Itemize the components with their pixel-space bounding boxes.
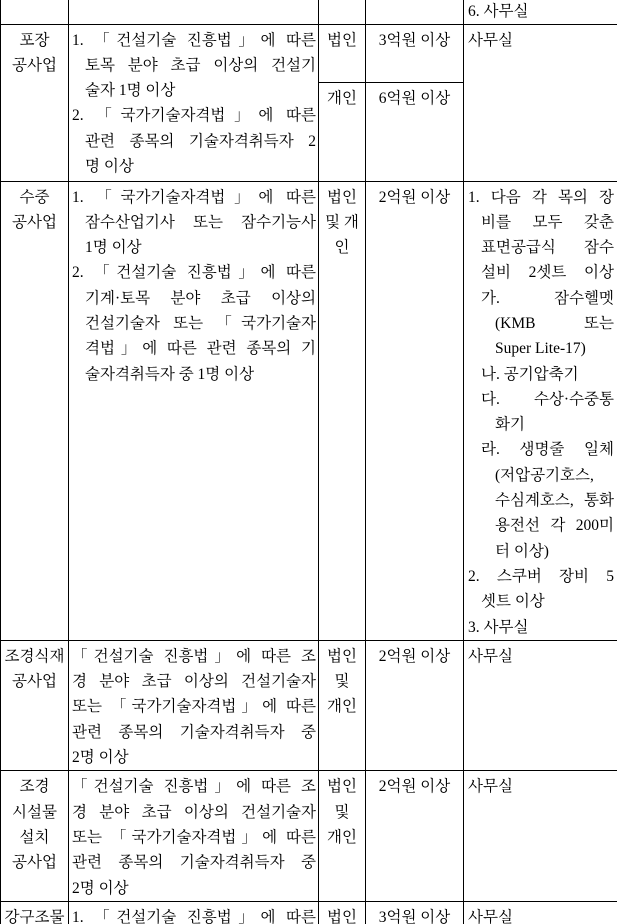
text-line: 사무실	[468, 778, 513, 796]
text-line: 셋트 이상	[481, 593, 545, 611]
text-line: 법인	[327, 908, 357, 924]
text-line: 설비 2셋트 이상	[481, 264, 614, 282]
text-line: 경 분야 초급 이상의 건설기술자	[72, 803, 316, 821]
text-line: 또는 「국가기술자격법」에 따른	[72, 828, 316, 846]
text-line: 비를 모두 갖춘	[481, 213, 614, 231]
text-line: 3. 사무실	[468, 618, 529, 636]
facility-cell	[464, 181, 617, 640]
capital-cell	[366, 181, 464, 640]
text-line: 인	[334, 239, 350, 257]
entity-type-cell	[319, 24, 366, 82]
text-line: 2. 「건설기술 진흥법」에 따른	[72, 264, 316, 282]
row-sujung	[1, 181, 617, 640]
capital-value: 2억원 이상	[378, 647, 451, 665]
text-line: 수중	[19, 188, 50, 206]
text-line: 개인	[327, 828, 357, 846]
text-line: 화기	[495, 416, 525, 434]
capital-value: 6억원 이상	[378, 89, 451, 107]
facility-cell	[464, 0, 617, 24]
capital-cell	[366, 640, 464, 770]
text-line: 2. 「국가기술자격법」에 따른	[72, 107, 316, 125]
facility-cell	[464, 24, 617, 181]
text-line: 수심계호스, 통화	[495, 492, 614, 510]
text-line: 공사업	[12, 56, 57, 74]
capital-cell	[366, 901, 464, 924]
text-line: Super Lite-17)	[495, 340, 586, 358]
text-line: 기계·토목 분야 초급 이상의	[85, 289, 316, 307]
text-line: 다. 수상·수중통	[481, 390, 614, 408]
facility-cell	[464, 640, 617, 770]
entity-label: 개인	[327, 89, 357, 107]
entity-label: 법인	[327, 31, 357, 49]
text-line: 나. 공기압축기	[481, 365, 579, 383]
text-line: 명 이상	[85, 157, 134, 175]
text-line: 2명 이상	[72, 879, 129, 897]
text-line: (KMB 또는	[495, 314, 614, 332]
business-type-cell	[1, 771, 69, 901]
capital-cell	[366, 82, 464, 181]
text-line: 조경식재	[4, 647, 65, 665]
entity-type-cell	[319, 901, 366, 924]
text-line: 터 이상)	[495, 542, 549, 560]
text-line: 술자격취득자 중 1명 이상	[85, 365, 255, 383]
text-line: 관련 종목의 기술자격취득자 중	[72, 854, 316, 872]
text-line: 1. 다음 각 목의 장	[468, 188, 614, 206]
tech-requirements-cell	[69, 640, 319, 770]
text-line: 가. 잠수헬멧	[481, 289, 614, 307]
text-line: 공사업	[12, 213, 57, 231]
entity-type-cell	[319, 640, 366, 770]
text-line: 표면공급식 잠수	[481, 239, 614, 257]
text-line: 및 개	[325, 213, 359, 231]
text-line: 법인	[327, 647, 357, 665]
text-line: 경 분야 초급 이상의 건설기술자	[72, 673, 316, 691]
capital-cell	[366, 771, 464, 901]
text-line: 1. 「건설기술 진흥법」에 따른	[72, 908, 316, 924]
row-ganggujomul	[1, 901, 617, 924]
text-line: 잠수산업기사 또는 잠수기능사	[85, 213, 316, 231]
text-line: 및	[334, 803, 350, 821]
text-line: 법인	[327, 188, 357, 206]
text-line: 법인	[327, 778, 357, 796]
text-line: 및	[334, 673, 350, 691]
text-line: 사무실	[468, 908, 513, 924]
text-line: 강구조물	[4, 908, 65, 924]
text-line: 「건설기술 진흥법」에 따른 조	[72, 778, 316, 796]
business-type-cell	[1, 640, 69, 770]
tech-requirements-cell	[69, 181, 319, 640]
entity-type-cell	[319, 82, 366, 181]
text-line: 관련 종목의 기술자격취득자 중	[72, 723, 316, 741]
text-line: 사무실	[468, 647, 513, 665]
text-line: 공사업	[12, 673, 57, 691]
entity-type-cell	[319, 771, 366, 901]
capital-cell	[366, 0, 464, 24]
text-line: 1명 이상	[85, 239, 142, 257]
facility-cell	[464, 901, 617, 924]
text-line: 건설기술자 또는 「국가기술자	[85, 314, 316, 332]
capital-value: 2억원 이상	[378, 188, 451, 206]
business-type-cell	[1, 0, 69, 24]
text-line: 개인	[327, 698, 357, 716]
text-line: 포장	[19, 31, 50, 49]
text-line: 시설물	[12, 803, 57, 821]
text-line: 용전선 각 200미	[495, 517, 614, 535]
capital-value: 3억원 이상	[378, 31, 451, 49]
business-type-cell	[1, 24, 69, 181]
row-pojang	[1, 24, 617, 82]
text-line: 1. 「국가기술자격법」에 따른	[72, 188, 316, 206]
text-line: 조경	[19, 778, 50, 796]
row-partial-top	[1, 0, 617, 24]
tech-requirements-cell	[69, 0, 319, 24]
text-line: 격법」에 따른 관련 종목의 기	[85, 340, 316, 358]
text-line: 라. 생명줄 일체	[481, 441, 614, 459]
capital-cell	[366, 24, 464, 82]
capital-value: 2억원 이상	[378, 778, 451, 796]
tech-requirements-cell	[69, 771, 319, 901]
entity-type-cell	[319, 181, 366, 640]
text-line: 1. 「건설기술 진흥법」에 따른	[72, 31, 316, 49]
text-line: 「건설기술 진흥법」에 따른 조	[72, 647, 316, 665]
tech-requirements-cell	[69, 901, 319, 924]
text-line: 공사업	[12, 854, 57, 872]
text-line: 설치	[19, 828, 50, 846]
text-line: 토목 분야 초급 이상의 건설기	[85, 56, 316, 74]
tech-requirements-cell	[69, 24, 319, 181]
text-line: 또는 「국가기술자격법」에 따른	[72, 698, 316, 716]
capital-value: 3억원 이상	[378, 908, 451, 924]
text-line: 술자 1명 이상	[85, 82, 176, 100]
text-line: 관련 종목의 기술자격취득자 2	[85, 132, 316, 150]
text-line: (저압공기호스,	[495, 466, 594, 484]
text-line: 2명 이상	[72, 749, 129, 767]
business-type-cell	[1, 901, 69, 924]
text-line: 2. 스쿠버 장비 5	[468, 567, 614, 585]
text-line: 사무실	[468, 31, 513, 49]
entity-type-cell	[319, 0, 366, 24]
text-line: 6. 사무실	[468, 3, 529, 20]
row-jogyeongsiseolmul	[1, 771, 617, 901]
facility-cell	[464, 771, 617, 901]
row-jogyeongsikjae	[1, 640, 617, 770]
business-type-cell	[1, 181, 69, 640]
